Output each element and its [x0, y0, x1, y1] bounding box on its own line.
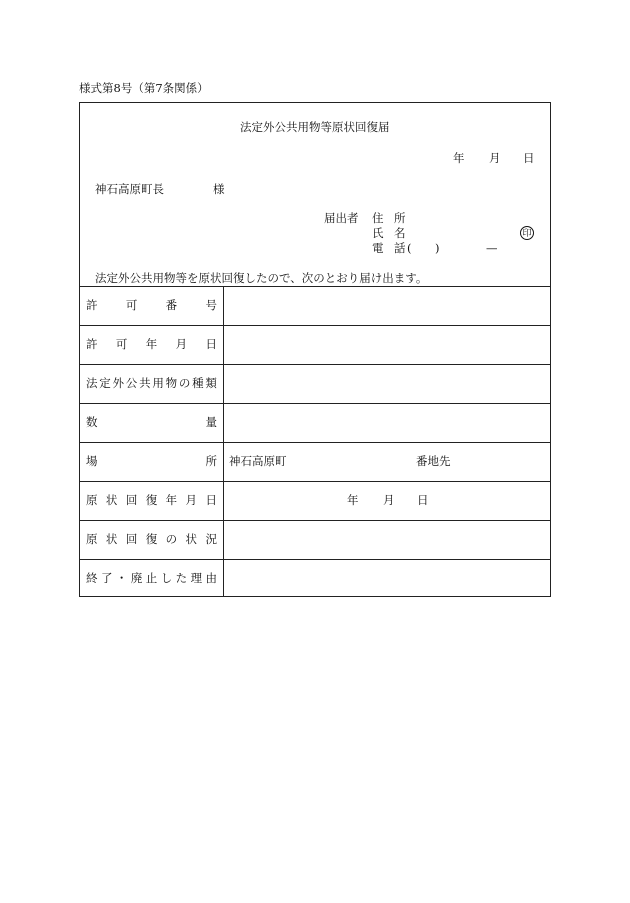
- seal-mark-icon: 印: [520, 226, 534, 240]
- restoration-date-day: 日: [417, 493, 429, 507]
- address-label-2: 所: [394, 211, 406, 225]
- phone-paren-open: (: [407, 241, 412, 255]
- name-label-2: 名: [394, 226, 406, 240]
- row-label-restoration-date: 原 状 回 復 年 月 日: [86, 493, 217, 507]
- addressee-honorific: 様: [213, 182, 225, 196]
- row-divider: [79, 442, 551, 443]
- row-label-quantity: 数 量: [86, 415, 217, 429]
- row-label-termination-reason: 終 了 ・ 廃 止 し た 理 由: [86, 571, 217, 585]
- phone-label-1: 電: [372, 241, 384, 255]
- row-label-permit-number: 許 可 番 号: [86, 298, 217, 312]
- date-month: 月: [489, 151, 501, 165]
- form-number-label: 様式第8号（第7条関係）: [79, 81, 209, 95]
- notice-title: 法定外公共用物等原状回復届: [240, 120, 390, 134]
- row-label-location: 場 所: [86, 454, 217, 468]
- phone-label-2: 話: [394, 241, 406, 255]
- location-suffix: 番地先: [416, 454, 451, 468]
- name-label-1: 氏: [372, 226, 384, 240]
- row-divider: [79, 364, 551, 365]
- restoration-date-month: 月: [383, 493, 395, 507]
- column-divider: [223, 286, 224, 597]
- location-town: 神石高原町: [229, 454, 287, 468]
- table-top-rule: [79, 286, 551, 287]
- notice-statement: 法定外公共用物等を原状回復したので、次のとおり届け出ます。: [95, 271, 428, 285]
- applicant-label: 届出者: [324, 211, 359, 225]
- row-divider: [79, 325, 551, 326]
- row-divider: [79, 403, 551, 404]
- row-label-property-type: 法 定 外 公 共 用 物 の 種 類: [86, 376, 217, 390]
- row-label-restoration-status: 原 状 回 復 の 状 況: [86, 532, 217, 546]
- row-divider: [79, 520, 551, 521]
- phone-paren-close: ): [435, 241, 440, 255]
- row-divider: [79, 559, 551, 560]
- date-day: 日: [523, 151, 535, 165]
- phone-dash: —: [486, 241, 498, 255]
- row-divider: [79, 481, 551, 482]
- restoration-date-year: 年: [347, 493, 359, 507]
- date-year: 年: [453, 151, 465, 165]
- address-label-1: 住: [372, 211, 384, 225]
- addressee-name: 神石高原町長: [95, 182, 164, 196]
- row-label-permit-date: 許 可 年 月 日: [86, 337, 217, 351]
